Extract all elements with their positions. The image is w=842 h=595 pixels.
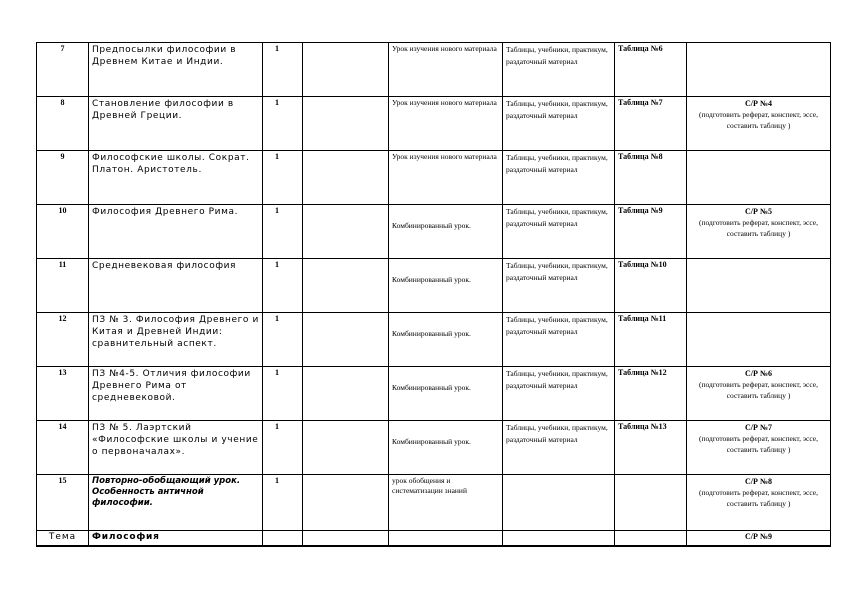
table-row: [37, 97, 831, 151]
empty-cell: [303, 97, 389, 151]
lesson-visual: Таблица №11: [615, 313, 687, 367]
lesson-number: 9: [37, 151, 89, 205]
table-row-summary: [37, 475, 831, 531]
lesson-visual: Таблица №9: [615, 205, 687, 259]
lesson-hours: 1: [263, 475, 303, 531]
lesson-means: Таблицы, учебники, практикум, раздаточный материал: [503, 313, 615, 367]
lesson-type: Урок изучения нового материала: [389, 97, 503, 151]
lesson-topic: Философские школы. Сократ. Платон. Аристотель.: [89, 151, 263, 205]
lesson-visual: Таблица №12: [615, 367, 687, 421]
lesson-visual: Таблица №7: [615, 97, 687, 151]
empty-cell: [303, 313, 389, 367]
task-description: (подготовить реферат, конспект, эссе, составить таблицу ): [698, 434, 819, 454]
lesson-topic: Средневековая философия: [89, 259, 263, 313]
lesson-topic: ПЗ № 3. Философия Древнего и Китая и Древней Индии: сравнительный аспект.: [89, 313, 263, 367]
lesson-topic: Предпосылки философии в Древнем Китае и Индии.: [89, 43, 263, 97]
lesson-number: 14: [37, 421, 89, 475]
empty-cell: [303, 475, 389, 531]
task-description: (подготовить реферат, конспект, эссе, составить таблицу ): [698, 218, 819, 238]
table-row: [37, 259, 831, 313]
lesson-task: [687, 151, 831, 205]
lesson-type: Комбинированный урок.: [389, 421, 503, 475]
lesson-type: Комбинированный урок.: [389, 205, 503, 259]
lesson-type: Урок изучения нового материала: [389, 151, 503, 205]
lesson-topic: ПЗ №4-5. Отличия философии Древнего Рима от средневековой.: [89, 367, 263, 421]
lesson-task: [687, 43, 831, 97]
task-number: С/Р №7: [745, 423, 772, 432]
lesson-visual: Таблица №10: [615, 259, 687, 313]
lesson-type: урок обобщения и систематизации знаний: [389, 475, 503, 531]
empty-cell: [615, 475, 687, 531]
lesson-task: [687, 205, 831, 259]
lesson-visual: Таблица №8: [615, 151, 687, 205]
empty-cell: [303, 421, 389, 475]
lesson-means: Таблицы, учебники, практикум, раздаточный материал: [503, 421, 615, 475]
empty-cell: [615, 531, 687, 546]
lesson-hours: 1: [263, 43, 303, 97]
lesson-topic: Философия Древнего Рима.: [89, 205, 263, 259]
lesson-type: Урок изучения нового материала: [389, 43, 503, 97]
empty-cell: [303, 205, 389, 259]
task-number: С/Р №6: [745, 369, 772, 378]
lesson-hours: 1: [263, 367, 303, 421]
section-label: Тема: [37, 531, 89, 546]
table-body: [37, 43, 831, 546]
lesson-task: [687, 259, 831, 313]
lesson-visual: Таблица №13: [615, 421, 687, 475]
task-description: (подготовить реферат, конспект, эссе, составить таблицу ): [698, 110, 819, 130]
task-description: (подготовить реферат, конспект, эссе, составить таблицу ): [698, 380, 819, 400]
lesson-means: Таблицы, учебники, практикум, раздаточный материал: [503, 367, 615, 421]
lesson-means: Таблицы, учебники, практикум, раздаточный материал: [503, 205, 615, 259]
empty-cell: [303, 367, 389, 421]
lesson-means: Таблицы, учебники, практикум, раздаточный материал: [503, 151, 615, 205]
table-row-footer: [37, 531, 831, 546]
lesson-number: 15: [37, 475, 89, 531]
lesson-hours: 1: [263, 205, 303, 259]
table-row: [37, 313, 831, 367]
task-number: С/Р №5: [745, 207, 772, 216]
empty-cell: [303, 151, 389, 205]
lesson-means: Таблицы, учебники, практикум, раздаточный материал: [503, 97, 615, 151]
empty-cell: [503, 475, 615, 531]
lesson-task: [687, 313, 831, 367]
table-row: [37, 43, 831, 97]
empty-cell: [503, 531, 615, 546]
empty-cell: [389, 531, 503, 546]
lesson-topic: Повторно-обобщающий урок. Особенность античной философии.: [89, 475, 263, 531]
lesson-number: 10: [37, 205, 89, 259]
lesson-number: 13: [37, 367, 89, 421]
lesson-topic: ПЗ № 5. Лаэртский «Философские школы и учение о первоначалах».: [89, 421, 263, 475]
lesson-type: Комбинированный урок.: [389, 259, 503, 313]
lesson-task: [687, 367, 831, 421]
lesson-means: Таблицы, учебники, практикум, раздаточный материал: [503, 43, 615, 97]
task-description: (подготовить реферат, конспект, эссе, составить таблицу ): [698, 488, 819, 508]
section-topic: Философия: [89, 531, 263, 546]
section-task: С/Р №9: [687, 531, 831, 546]
lesson-number: 7: [37, 43, 89, 97]
lesson-number: 12: [37, 313, 89, 367]
lesson-means: Таблицы, учебники, практикум, раздаточный материал: [503, 259, 615, 313]
lesson-task: [687, 421, 831, 475]
lesson-task: [687, 475, 831, 531]
lesson-task: [687, 97, 831, 151]
table-row: [37, 205, 831, 259]
empty-cell: [303, 259, 389, 313]
empty-cell: [303, 43, 389, 97]
lesson-plan-table: [36, 42, 831, 547]
table-row: [37, 367, 831, 421]
empty-cell: [263, 531, 303, 546]
lesson-number: 8: [37, 97, 89, 151]
task-number: С/Р №4: [745, 99, 772, 108]
lesson-hours: 1: [263, 421, 303, 475]
lesson-visual: Таблица №6: [615, 43, 687, 97]
lesson-type: Комбинированный урок.: [389, 367, 503, 421]
lesson-topic: Становление философии в Древней Греции.: [89, 97, 263, 151]
lesson-type: Комбинированный урок.: [389, 313, 503, 367]
table-row: [37, 421, 831, 475]
empty-cell: [303, 531, 389, 546]
lesson-hours: 1: [263, 313, 303, 367]
lesson-hours: 1: [263, 151, 303, 205]
table-row: [37, 151, 831, 205]
task-number: С/Р №8: [745, 477, 772, 486]
lesson-hours: 1: [263, 97, 303, 151]
lesson-hours: 1: [263, 259, 303, 313]
lesson-number: 11: [37, 259, 89, 313]
